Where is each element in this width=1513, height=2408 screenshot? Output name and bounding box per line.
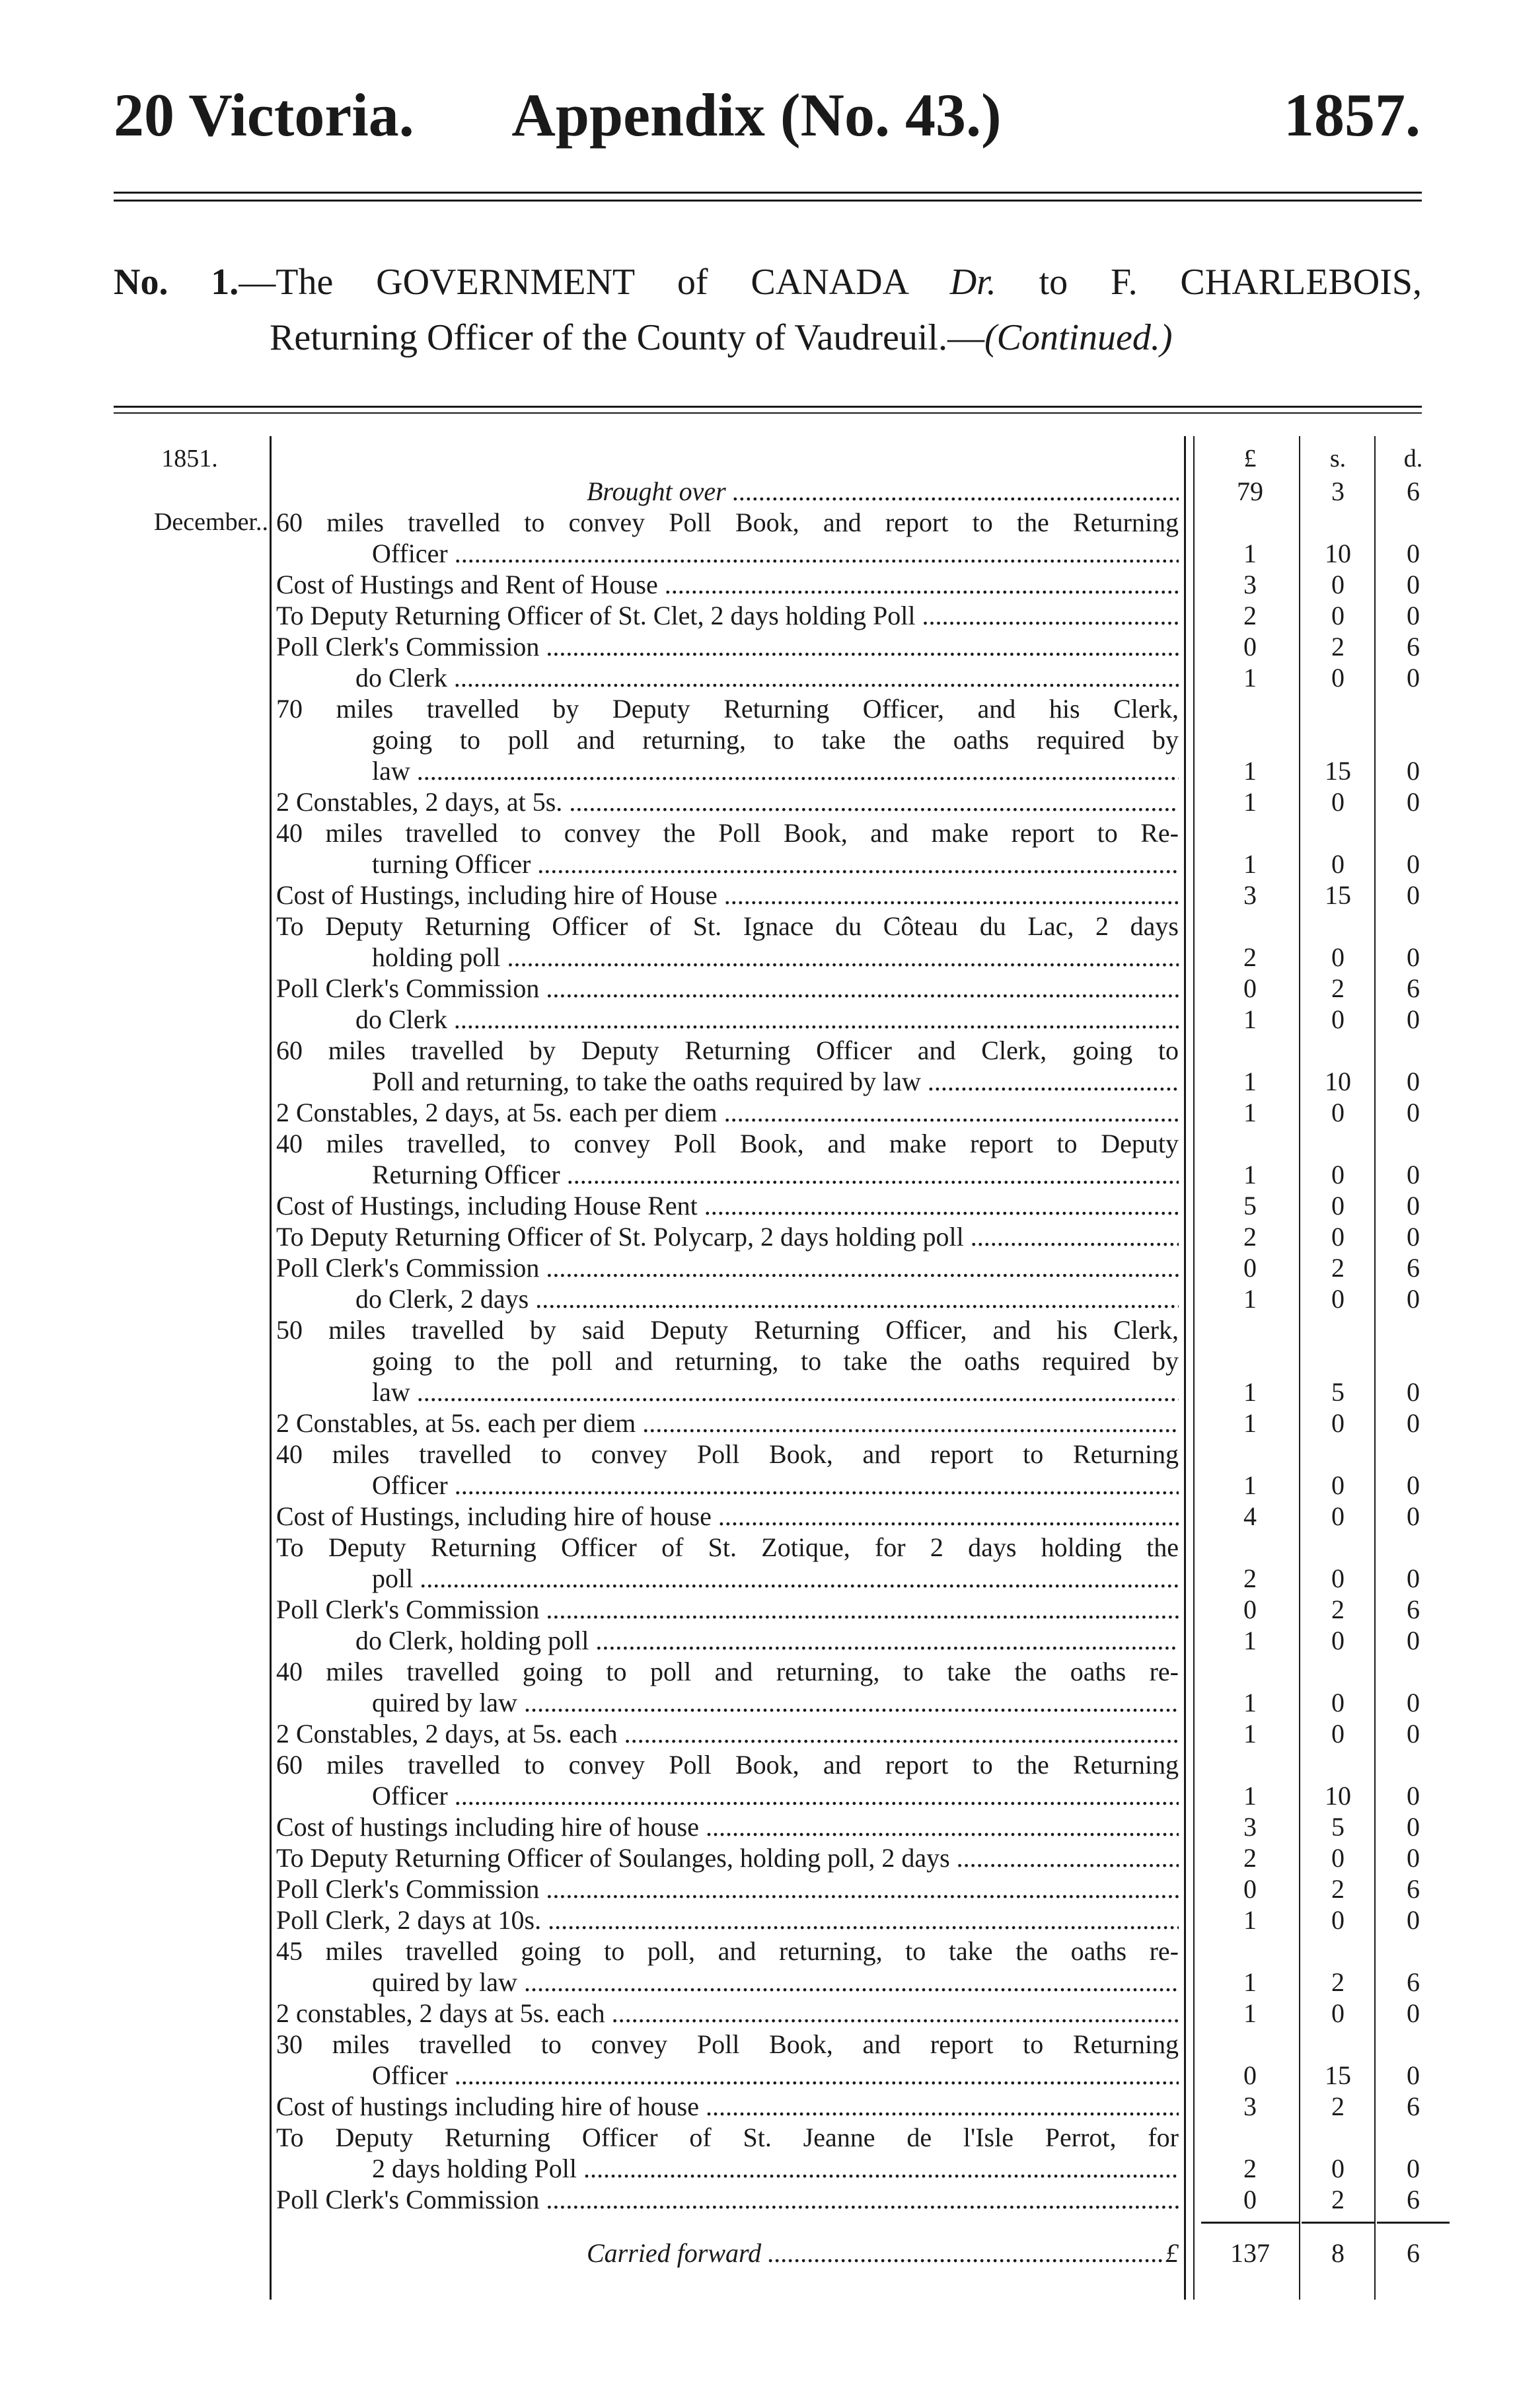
ledger-row-shillings: 0 xyxy=(1331,1843,1345,1873)
ledger-row xyxy=(276,2122,1179,2184)
ledger-row xyxy=(276,693,1179,786)
total-rule-pence xyxy=(1377,2222,1450,2224)
ledger-row-shillings: 0 xyxy=(1331,1160,1345,1189)
ledger-row-pence: 0 xyxy=(1407,1905,1420,1935)
table-rule-top xyxy=(114,406,1422,408)
ledger-row-pence: 0 xyxy=(1407,1377,1420,1407)
ledger-row-shillings: 2 xyxy=(1331,1967,1345,1997)
ledger-row-text: 50 miles travelled by said Deputy Returning Officer, and his Clerk, xyxy=(276,1315,1179,1345)
ledger-row-text: 60 miles travelled to convey Poll Book, and report to the Returning xyxy=(276,1750,1179,1780)
ledger-row-pounds: 4 xyxy=(1243,1501,1257,1531)
title-line-2 xyxy=(114,310,1422,365)
ledger-row-pounds: 1 xyxy=(1243,787,1257,817)
month-label: December.. xyxy=(153,508,268,536)
ledger-row-pence: 0 xyxy=(1407,1998,1420,2028)
ledger-row-pence: 0 xyxy=(1407,1284,1420,1314)
ledger-row-pence: 0 xyxy=(1407,570,1420,599)
ledger-row-shillings: 0 xyxy=(1331,1688,1345,1717)
ledger-row-pounds: 1 xyxy=(1243,1284,1257,1314)
ledger-row-pounds: 0 xyxy=(1243,632,1257,661)
ledger-row-text: 40 miles travelled, to convey Poll Book, and make report to Deputy xyxy=(276,1129,1179,1158)
ledger-row-text: Poll Clerk's Commission ..... xyxy=(276,1253,1179,1283)
ledger-row-pounds: 1 xyxy=(1243,1626,1257,1655)
ledger-row-text: Officer ..... xyxy=(372,539,1179,568)
ledger-row-pounds: 2 xyxy=(1243,1843,1257,1873)
ledger-row-text: 70 miles travelled by Deputy Returning Officer, and his Clerk, xyxy=(276,694,1179,724)
ledger-row-text: Cost of Hustings, including hire of house ..... xyxy=(276,1501,1179,1531)
ledger-row-shillings: 0 xyxy=(1331,1470,1345,1500)
ledger-row xyxy=(276,1656,1179,1718)
shillings-column-divider xyxy=(1299,436,1300,2300)
ledger-row-pence: 0 xyxy=(1407,1563,1420,1593)
ledger-row-shillings: 0 xyxy=(1331,2154,1345,2183)
ledger-row-text: 2 constables, 2 days at 5s. each ..... xyxy=(276,1998,1179,2028)
ledger-row-shillings: 0 xyxy=(1331,1719,1345,1749)
ledger-row-shillings: 15 xyxy=(1325,2060,1351,2090)
ledger-row-pounds: 1 xyxy=(1243,1905,1257,1935)
ledger-row-shillings: 0 xyxy=(1331,1563,1345,1593)
ledger-row-pence: 0 xyxy=(1407,1470,1420,1500)
ledger-row-pence: 6 xyxy=(1407,973,1420,1003)
ledger-row-shillings: 2 xyxy=(1331,2091,1345,2121)
ledger-row-pounds: 1 xyxy=(1243,539,1257,568)
ledger-row-text: Cost of hustings including hire of house ..... xyxy=(276,2091,1179,2121)
ledger-row-pounds: 0 xyxy=(1243,2060,1257,2090)
ledger-row-pounds: 1 xyxy=(1243,1408,1257,1438)
ledger-row-text: 40 miles travelled going to poll and returning, to take the oaths re- xyxy=(276,1657,1179,1686)
ledger-row-shillings: 0 xyxy=(1331,601,1345,630)
ledger-row xyxy=(276,1811,1179,1842)
ledger-row-pounds: 3 xyxy=(1243,880,1257,910)
ledger-row-shillings: 0 xyxy=(1331,1004,1345,1034)
date-column-divider xyxy=(270,436,272,2300)
ledger-row-pounds: 1 xyxy=(1243,1004,1257,1034)
ledger-row-shillings: 2 xyxy=(1331,1253,1345,1283)
header-rule-bottom xyxy=(114,200,1422,202)
pounds-header: £ xyxy=(1243,445,1257,472)
ledger-row-shillings: 2 xyxy=(1331,1595,1345,1624)
ledger-row xyxy=(276,973,1179,1004)
ledger-row-pounds: 3 xyxy=(1243,570,1257,599)
title-main: —The GOVERNMENT of CANADA xyxy=(239,262,907,303)
ledger-row-pounds: 2 xyxy=(1243,2154,1257,2183)
ledger-row-text: Officer ..... xyxy=(372,1470,1179,1500)
ledger-row xyxy=(276,569,1179,600)
ledger-row xyxy=(276,786,1179,817)
ledger-row-pounds: 1 xyxy=(1243,1719,1257,1749)
ledger-row-pence: 0 xyxy=(1407,756,1420,786)
ledger-row-shillings: 5 xyxy=(1331,1812,1345,1842)
ledger-row-pounds: 1 xyxy=(1243,1998,1257,2028)
ledger-row-shillings: 0 xyxy=(1331,1098,1345,1127)
ledger-row-pence: 0 xyxy=(1407,1191,1420,1221)
title-continued: (Continued.) xyxy=(984,317,1173,358)
ledger-row-text: Cost of Hustings, including House Rent ..... xyxy=(276,1191,1179,1221)
ledger-row-pence: 0 xyxy=(1407,663,1420,693)
ledger-row xyxy=(276,1097,1179,1128)
ledger-row-shillings: 0 xyxy=(1331,849,1345,879)
ledger-row-text: Poll Clerk's Commission ..... xyxy=(276,1595,1179,1624)
ledger-row-pence: 0 xyxy=(1407,1843,1420,1873)
ledger-row xyxy=(276,1128,1179,1190)
ledger-row-pounds: 3 xyxy=(1243,1812,1257,1842)
ledger-row xyxy=(276,1625,1179,1656)
ledger-row-text: Cost of hustings including hire of house ..... xyxy=(276,1812,1179,1842)
ledger-row-pence: 6 xyxy=(1407,1595,1420,1624)
ledger-row xyxy=(276,507,1179,569)
ledger-row-shillings: 0 xyxy=(1331,1998,1345,2028)
ledger-row-pence: 0 xyxy=(1407,1719,1420,1749)
ledger-row-shillings: 10 xyxy=(1325,1067,1351,1096)
ledger-row-pounds: 1 xyxy=(1243,1967,1257,1997)
ledger-row xyxy=(276,1004,1179,1035)
title-line-1 xyxy=(114,254,1422,310)
ledger-row xyxy=(276,2091,1179,2122)
ledger-row-text: Officer ..... xyxy=(372,2060,1179,2090)
ledger-row xyxy=(276,911,1179,973)
ledger-row-pence: 0 xyxy=(1407,1408,1420,1438)
ledger-row-pounds: 1 xyxy=(1243,1377,1257,1407)
ledger-row xyxy=(276,1532,1179,1594)
year-label: 1851. xyxy=(161,445,218,472)
carried-forward-row xyxy=(276,2238,1179,2269)
ledger-row-text: Poll Clerk's Commission ..... xyxy=(276,632,1179,661)
ledger-row-pounds: 0 xyxy=(1243,1253,1257,1283)
ledger-row xyxy=(276,1314,1179,1408)
ledger-row-shillings: 0 xyxy=(1331,1408,1345,1438)
ledger-row-text: Cost of Hustings and Rent of House ..... xyxy=(276,570,1179,599)
ledger-row-text: going to the poll and returning, to take the oaths required by xyxy=(372,1346,1179,1376)
ledger-row-pounds: 1 xyxy=(1243,1781,1257,1811)
ledger-row-text: going to poll and returning, to take the oaths required by xyxy=(372,725,1179,755)
ledger-row-pounds: 0 xyxy=(1243,973,1257,1003)
ledger-row-text: To Deputy Returning Officer of St. Polycarp, 2 days holding poll ..... xyxy=(276,1222,1179,1252)
ledger-row-shillings: 0 xyxy=(1331,1191,1345,1221)
ledger-row-pence: 0 xyxy=(1407,1160,1420,1189)
ledger-row xyxy=(276,817,1179,880)
brought-over-pence: 6 xyxy=(1407,476,1420,506)
ledger-row-pounds: 1 xyxy=(1243,756,1257,786)
ledger-row-text: do Clerk, holding poll ..... xyxy=(355,1626,1179,1655)
ledger-row-pence: 0 xyxy=(1407,1812,1420,1842)
ledger-row-text: 40 miles travelled to convey Poll Book, and report to Returning xyxy=(276,1439,1179,1469)
ledger-row xyxy=(276,1439,1179,1501)
header-rule-top xyxy=(114,192,1422,194)
ledger-row-pounds: 1 xyxy=(1243,849,1257,879)
ledger-row-text: Returning Officer ..... xyxy=(372,1160,1179,1189)
ledger-row-text: do Clerk ..... xyxy=(355,663,1179,693)
ledger-row-text: Poll Clerk's Commission ..... xyxy=(276,1874,1179,1904)
ledger-row-pounds: 0 xyxy=(1243,1595,1257,1624)
ledger-row xyxy=(276,1408,1179,1439)
ledger-row-pounds: 1 xyxy=(1243,1160,1257,1189)
ledger-row-text: Officer ..... xyxy=(372,1781,1179,1811)
ledger-row-pounds: 2 xyxy=(1243,942,1257,972)
ledger-row-pence: 6 xyxy=(1407,1967,1420,1997)
ledger-row xyxy=(276,1936,1179,1998)
carried-forward-shillings: 8 xyxy=(1331,2238,1345,2268)
ledger-row-text: 2 Constables, 2 days, at 5s. each per diem ..... xyxy=(276,1098,1179,1127)
ledger-row-pence: 6 xyxy=(1407,2185,1420,2214)
ledger-row xyxy=(276,2029,1179,2091)
ledger-row-text: do Clerk ..... xyxy=(355,1004,1179,1034)
ledger-row xyxy=(276,2184,1179,2215)
ledger-row-text: holding poll ..... xyxy=(372,942,1179,972)
header-appendix: Appendix (No. 43.) xyxy=(511,81,1002,149)
ledger-row-shillings: 0 xyxy=(1331,1222,1345,1252)
title-number: No. 1. xyxy=(114,262,239,303)
ledger-row-pence: 6 xyxy=(1407,2091,1420,2121)
ledger-row-shillings: 15 xyxy=(1325,756,1351,786)
carried-forward-pence: 6 xyxy=(1407,2238,1420,2268)
ledger-row-pence: 0 xyxy=(1407,2154,1420,2183)
ledger-row-shillings: 0 xyxy=(1331,1626,1345,1655)
ledger-row-text: 2 days holding Poll ..... xyxy=(372,2154,1179,2183)
shillings-header: s. xyxy=(1329,445,1347,472)
ledger-row-pounds: 1 xyxy=(1243,1098,1257,1127)
ledger-row-pence: 0 xyxy=(1407,539,1420,568)
pence-header: d. xyxy=(1403,445,1423,472)
ledger-row-text: To Deputy Returning Officer of St. Clet, 2 days holding Poll ..... xyxy=(276,601,1179,630)
ledger-row-text: quired by law ..... xyxy=(372,1688,1179,1717)
ledger-row-pounds: 0 xyxy=(1243,1874,1257,1904)
ledger-row-text: poll ..... xyxy=(372,1563,1179,1593)
carried-forward-currency: £ xyxy=(1163,2238,1179,2269)
ledger-row-text: 30 miles travelled to convey Poll Book, and report to Returning xyxy=(276,2029,1179,2059)
ledger-row xyxy=(276,1190,1179,1221)
ledger-row-pence: 0 xyxy=(1407,1501,1420,1531)
carried-forward-pounds: 137 xyxy=(1230,2238,1270,2268)
ledger-row xyxy=(276,1252,1179,1283)
ledger-row-pence: 6 xyxy=(1407,1253,1420,1283)
ledger-row-text: law ..... xyxy=(372,1377,1179,1407)
ledger-row xyxy=(276,1718,1179,1749)
ledger-row-shillings: 2 xyxy=(1331,2185,1345,2214)
ledger-row xyxy=(276,1904,1179,1936)
ledger-row-pence: 0 xyxy=(1407,1004,1420,1034)
pence-column-divider xyxy=(1374,436,1376,2300)
carried-forward-label: Carried forward ..... xyxy=(587,2238,1179,2268)
ledger-row-text: Poll and returning, to take the oaths required by law ..... xyxy=(372,1067,1179,1096)
title-subtitle: Returning Officer of the County of Vaudreuil.— xyxy=(270,317,984,358)
ledger-row-pence: 0 xyxy=(1407,1067,1420,1096)
total-rule-pounds xyxy=(1201,2222,1299,2224)
brought-over-label: Brought over ..... xyxy=(587,476,1179,506)
ledger-row xyxy=(276,1873,1179,1904)
ledger-row-pence: 0 xyxy=(1407,1781,1420,1811)
ledger-row-shillings: 0 xyxy=(1331,1501,1345,1531)
ledger-row xyxy=(276,631,1179,662)
ledger-row-pounds: 1 xyxy=(1243,1470,1257,1500)
ledger-row-pence: 0 xyxy=(1407,1688,1420,1717)
brought-over-shillings: 3 xyxy=(1331,476,1345,506)
ledger-row-text: quired by law ..... xyxy=(372,1967,1179,1997)
ledger-row-pounds: 5 xyxy=(1243,1191,1257,1221)
ledger-row-text: To Deputy Returning Officer of St. Jeanne de l'Isle Perrot, for xyxy=(276,2123,1179,2152)
ledger-row-text: 2 Constables, 2 days, at 5s. ..... xyxy=(276,787,1179,817)
title-main-rest: to F. CHARLEBOIS, xyxy=(1039,262,1422,303)
ledger-row-pounds: 1 xyxy=(1243,1067,1257,1096)
document-title xyxy=(114,254,1422,365)
ledger-row-pounds: 0 xyxy=(1243,2185,1257,2214)
ledger-row-shillings: 0 xyxy=(1331,1284,1345,1314)
brought-over-pounds: 79 xyxy=(1237,476,1263,506)
ledger-row-pounds: 1 xyxy=(1243,1688,1257,1717)
ledger-row-text: 2 Constables, 2 days, at 5s. each ..... xyxy=(276,1719,1179,1749)
ledger-row-shillings: 15 xyxy=(1325,880,1351,910)
ledger-row-text: law ..... xyxy=(372,756,1179,786)
ledger-row xyxy=(276,662,1179,693)
ledger-row-pence: 6 xyxy=(1407,632,1420,661)
ledger-row xyxy=(276,1035,1179,1097)
ledger-row-pence: 0 xyxy=(1407,2060,1420,2090)
ledger-row xyxy=(276,1283,1179,1314)
ledger-row-pence: 0 xyxy=(1407,601,1420,630)
ledger-row xyxy=(276,1221,1179,1252)
ledger-row-shillings: 10 xyxy=(1325,1781,1351,1811)
pounds-column-divider-left xyxy=(1184,436,1186,2300)
ledger-row xyxy=(276,1594,1179,1625)
ledger-row-text: do Clerk, 2 days ..... xyxy=(355,1284,1179,1314)
ledger-row-pence: 6 xyxy=(1407,1874,1420,1904)
ledger-row-text: 40 miles travelled to convey the Poll Book, and make report to Re- xyxy=(276,818,1179,848)
ledger-row-shillings: 2 xyxy=(1331,1874,1345,1904)
title-dr: Dr. xyxy=(949,262,996,303)
ledger-row-pounds: 1 xyxy=(1243,663,1257,693)
ledger-row-text: 2 Constables, at 5s. each per diem ..... xyxy=(276,1408,1179,1438)
ledger-row-pence: 0 xyxy=(1407,1098,1420,1127)
ledger-row-shillings: 5 xyxy=(1331,1377,1345,1407)
ledger-row xyxy=(276,880,1179,911)
ledger-row-text: To Deputy Returning Officer of St. Ignace du Côteau du Lac, 2 days xyxy=(276,911,1179,941)
ledger-row-shillings: 0 xyxy=(1331,942,1345,972)
ledger-row-text: To Deputy Returning Officer of Soulanges, holding poll, 2 days ..... xyxy=(276,1843,1179,1873)
ledger-row xyxy=(276,1501,1179,1532)
ledger-row xyxy=(276,1998,1179,2029)
ledger-row-text: Cost of Hustings, including hire of House ..... xyxy=(276,880,1179,910)
ledger-row-text: Poll Clerk, 2 days at 10s. ..... xyxy=(276,1905,1179,1935)
ledger-row-text: 45 miles travelled going to poll, and returning, to take the oaths re- xyxy=(276,1936,1179,1966)
ledger-row xyxy=(276,1749,1179,1811)
ledger-row-pounds: 2 xyxy=(1243,601,1257,630)
ledger-row-text: 60 miles travelled to convey Poll Book, and report to the Returning xyxy=(276,508,1179,537)
ledger-row-text: To Deputy Returning Officer of St. Zotique, for 2 days holding the xyxy=(276,1532,1179,1562)
ledger-row-pounds: 2 xyxy=(1243,1563,1257,1593)
ledger-row-pence: 0 xyxy=(1407,849,1420,879)
ledger-row-text: Poll Clerk's Commission ..... xyxy=(276,2185,1179,2214)
ledger-row-pence: 0 xyxy=(1407,1222,1420,1252)
ledger-row-text: Poll Clerk's Commission ..... xyxy=(276,973,1179,1003)
ledger-row-text: 60 miles travelled by Deputy Returning Officer and Clerk, going to xyxy=(276,1035,1179,1065)
ledger-row-shillings: 0 xyxy=(1331,570,1345,599)
ledger-row-shillings: 0 xyxy=(1331,663,1345,693)
total-rule-shillings xyxy=(1302,2222,1374,2224)
ledger-row-text: turning Officer ..... xyxy=(372,849,1179,879)
ledger-row-pence: 0 xyxy=(1407,787,1420,817)
ledger-row-pence: 0 xyxy=(1407,1626,1420,1655)
table-rule-second xyxy=(114,412,1422,414)
brought-over-row xyxy=(276,476,1179,507)
ledger-row-pence: 0 xyxy=(1407,942,1420,972)
pounds-column-divider-left-2 xyxy=(1193,436,1195,2300)
ledger-row xyxy=(276,1842,1179,1873)
ledger-row-shillings: 10 xyxy=(1325,539,1351,568)
ledger-row-shillings: 2 xyxy=(1331,973,1345,1003)
ledger-row-shillings: 0 xyxy=(1331,1905,1345,1935)
ledger-row-shillings: 2 xyxy=(1331,632,1345,661)
header-year: 1857. xyxy=(1284,81,1421,149)
header-volume: 20 Victoria. xyxy=(114,81,414,149)
ledger-row xyxy=(276,600,1179,631)
ledger-row-shillings: 0 xyxy=(1331,787,1345,817)
ledger-row-pence: 0 xyxy=(1407,880,1420,910)
ledger-row-pounds: 3 xyxy=(1243,2091,1257,2121)
ledger-row-pounds: 2 xyxy=(1243,1222,1257,1252)
